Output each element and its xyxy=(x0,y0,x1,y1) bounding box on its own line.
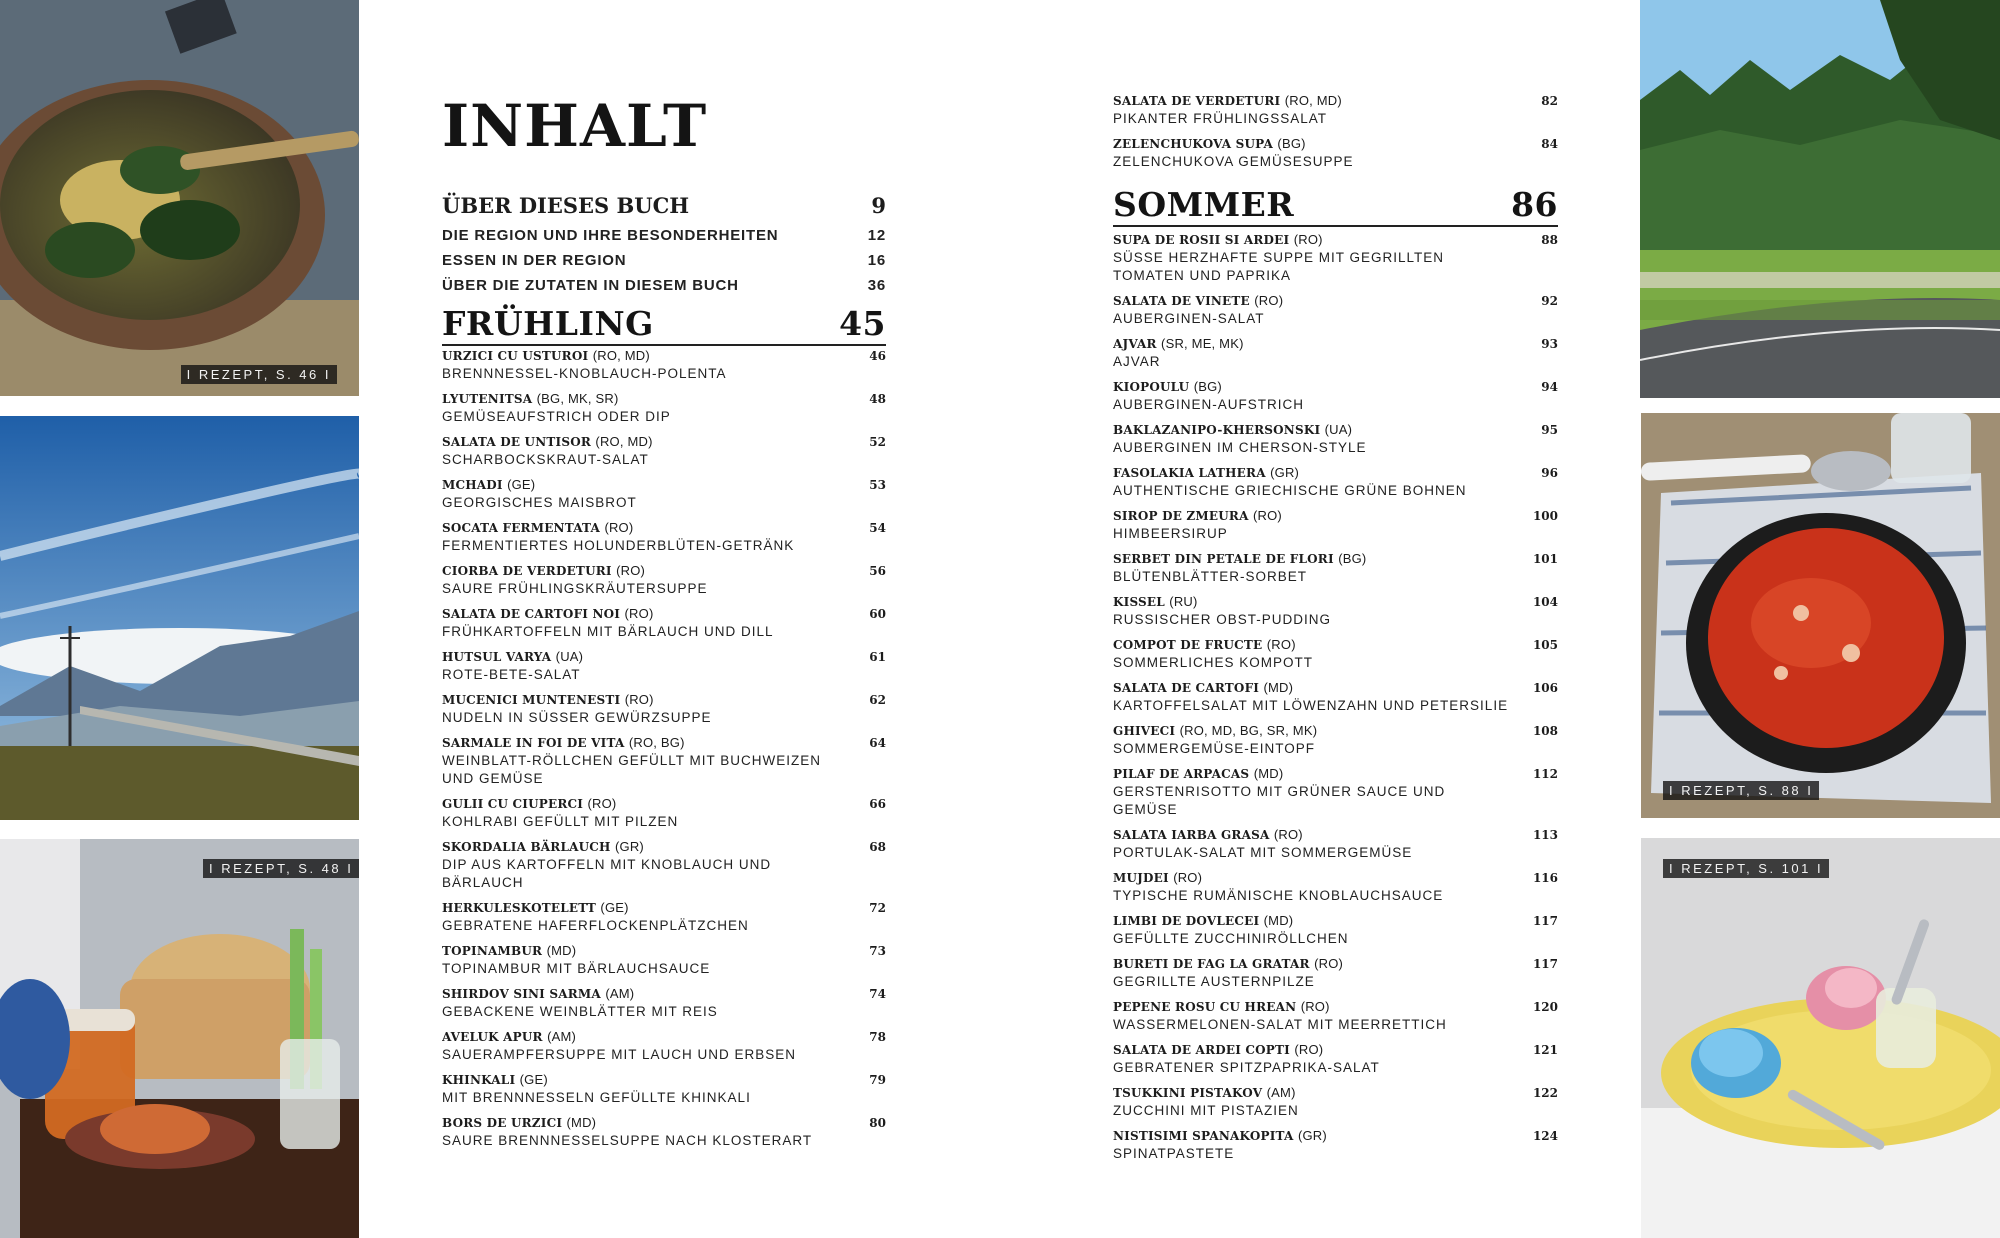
tomato-soup-bowl-photo xyxy=(1641,413,2000,818)
recipe-description: AUBERGINEN-SALAT xyxy=(1113,311,1265,326)
recipe-entry[interactable] xyxy=(442,1071,886,1107)
recipe-region: (RO, MD) xyxy=(595,434,653,449)
recipe-text xyxy=(1113,1041,1513,1077)
recipe-name: KISSEL (RU) xyxy=(1113,594,1198,609)
recipe-region: (MD) xyxy=(546,943,577,958)
recipe-description: PIKANTER FRÜHLINGSSALAT xyxy=(1113,111,1328,126)
recipe-entry[interactable] xyxy=(442,519,886,555)
recipe-page: 113 xyxy=(1532,828,1558,842)
recipe-name: AJVAR (SR, ME, MK) xyxy=(1113,336,1244,351)
recipe-entry[interactable] xyxy=(1113,912,1558,948)
recipe-name: URZICI CU USTUROI (RO, MD) xyxy=(442,348,650,363)
recipe-caption: I REZEPT, S. 101 I xyxy=(1663,859,1829,878)
spring-section xyxy=(442,304,886,1157)
recipe-name: SKORDALIA BÄRLAUCH (GR) xyxy=(442,839,644,854)
recipe-entry[interactable] xyxy=(1113,135,1558,171)
recipe-name: HERKULESKOTELETT (GE) xyxy=(442,900,629,915)
recipe-region: (RO, MD) xyxy=(592,348,650,363)
recipe-description: SCHARBOCKSKRAUT-SALAT xyxy=(442,452,649,467)
recipe-text xyxy=(1113,998,1513,1034)
recipe-page: 66 xyxy=(869,797,886,811)
recipe-region: (GE) xyxy=(519,1072,548,1087)
recipe-page: 92 xyxy=(1541,294,1558,308)
recipe-text xyxy=(442,795,842,831)
recipe-description: SOMMERGEMÜSE-EINTOPF xyxy=(1113,741,1316,756)
section-title: FRÜHLING xyxy=(442,304,654,343)
spinach-polenta-bowl-photo xyxy=(0,0,359,396)
recipe-name: CIORBA DE VERDETURI (RO) xyxy=(442,563,646,578)
recipe-name: AVELUK APUR (AM) xyxy=(442,1029,577,1044)
recipe-name: KHINKALI (GE) xyxy=(442,1072,548,1087)
recipe-text xyxy=(1113,722,1513,758)
road-meadow-sheep-photo xyxy=(1640,0,2000,398)
recipe-region: (GR) xyxy=(1297,1128,1327,1143)
recipe-name: SALATA IARBA GRASA (RO) xyxy=(1113,827,1303,842)
recipe-page: 53 xyxy=(869,478,886,492)
recipe-name: MUCENICI MUNTENESTI (RO) xyxy=(442,692,654,707)
recipe-text xyxy=(442,942,842,978)
recipe-page: 122 xyxy=(1532,1086,1558,1100)
recipe-page: 60 xyxy=(869,607,886,621)
recipe-page: 95 xyxy=(1541,423,1558,437)
recipe-name: TOPINAMBUR (MD) xyxy=(442,943,577,958)
recipe-entry[interactable] xyxy=(442,899,886,935)
recipe-entry[interactable] xyxy=(1113,1127,1558,1163)
recipe-region: (GR) xyxy=(1270,465,1300,480)
recipe-text xyxy=(1113,507,1513,543)
recipe-text xyxy=(442,390,842,426)
recipe-description: SÜSSE HERZHAFTE SUPPE MIT GEGRILLTEN TOMATEN UND PAPRIKA xyxy=(1113,250,1445,283)
recipe-list xyxy=(1113,92,1558,171)
recipe-text xyxy=(442,519,842,555)
recipe-description: MIT BRENNNESSELN GEFÜLLTE KHINKALI xyxy=(442,1090,751,1105)
recipe-description: AUBERGINEN-AUFSTRICH xyxy=(1113,397,1305,412)
recipe-entry[interactable] xyxy=(1113,765,1558,819)
recipe-region: (RU) xyxy=(1169,594,1198,609)
recipe-page: 124 xyxy=(1532,1129,1558,1143)
recipe-region: (RO, MD) xyxy=(1284,93,1342,108)
recipe-region: (BG) xyxy=(1277,136,1306,151)
recipe-text xyxy=(442,691,842,727)
recipe-description: SAURE BRENNNESSELSUPPE NACH KLOSTERART xyxy=(442,1133,813,1148)
recipe-description: SOMMERLICHES KOMPOTT xyxy=(1113,655,1314,670)
recipe-page: 54 xyxy=(869,521,886,535)
recipe-list xyxy=(1113,231,1558,1163)
recipe-description: KARTOFFELSALAT MIT LÖWENZAHN UND PETERSILIE xyxy=(1113,698,1509,713)
recipe-page: 82 xyxy=(1541,94,1558,108)
recipe-region: (GR) xyxy=(614,839,644,854)
recipe-caption: I REZEPT, S. 88 I xyxy=(1663,781,1819,800)
recipe-name: BAKLAZANIPO-KHERSONSKI (UA) xyxy=(1113,422,1353,437)
recipe-entry[interactable] xyxy=(442,1028,886,1064)
recipe-entry[interactable] xyxy=(1113,292,1558,328)
recipe-entry[interactable] xyxy=(1113,378,1558,414)
recipe-text xyxy=(442,1114,842,1150)
recipe-entry[interactable] xyxy=(1113,593,1558,629)
recipe-description: GEBRATENER SPITZPAPRIKA-SALAT xyxy=(1113,1060,1380,1075)
intro-item[interactable]: DIE REGION UND IHRE BESONDERHEITEN 12 xyxy=(442,227,886,244)
recipe-description: SPINATPASTETE xyxy=(1113,1146,1235,1161)
recipe-region: (AM) xyxy=(547,1029,577,1044)
recipe-name: LYUTENITSA (BG, MK, SR) xyxy=(442,391,619,406)
recipe-region: (RO) xyxy=(624,692,654,707)
recipe-name: PEPENE ROSU CU HREAN (RO) xyxy=(1113,999,1330,1014)
recipe-text xyxy=(442,985,842,1021)
recipe-entry[interactable] xyxy=(1113,421,1558,457)
recipe-name: ZELENCHUKOVA SUPA (BG) xyxy=(1113,136,1306,151)
recipe-name: SOCATA FERMENTATA (RO) xyxy=(442,520,634,535)
recipe-description: ZUCCHINI MIT PISTAZIEN xyxy=(1113,1103,1299,1118)
recipe-page: 48 xyxy=(869,392,886,406)
recipe-entry[interactable] xyxy=(442,795,886,831)
recipe-description: DIP AUS KARTOFFELN MIT KNOBLAUCH UND BÄRLAUCH xyxy=(442,857,772,890)
recipe-name: SALATA DE CARTOFI (MD) xyxy=(1113,680,1294,695)
recipe-region: (BG) xyxy=(1338,551,1367,566)
recipe-text xyxy=(1113,92,1513,128)
recipe-text xyxy=(1113,1127,1513,1163)
recipe-entry[interactable] xyxy=(442,347,886,383)
recipe-entry[interactable] xyxy=(1113,550,1558,586)
recipe-region: (BG) xyxy=(1193,379,1222,394)
recipe-region: (MD) xyxy=(1263,680,1294,695)
recipe-region: (AM) xyxy=(605,986,635,1001)
intro-heading-page: 9 xyxy=(871,193,886,218)
recipe-name: FASOLAKIA LATHERA (GR) xyxy=(1113,465,1300,480)
recipe-description: ZELENCHUKOVA GEMÜSESUPPE xyxy=(1113,154,1354,169)
recipe-entry[interactable] xyxy=(1113,722,1558,758)
recipe-description: GEBRATENE HAFERFLOCKENPLÄTZCHEN xyxy=(442,918,749,933)
vegetable-spread-jar-photo xyxy=(0,839,359,1238)
recipe-region: (RO) xyxy=(624,606,654,621)
intro-item[interactable]: ESSEN IN DER REGION 16 xyxy=(442,252,886,269)
recipe-entry[interactable] xyxy=(1113,955,1558,991)
recipe-page: 93 xyxy=(1541,337,1558,351)
recipe-text xyxy=(1113,135,1513,171)
recipe-text xyxy=(1113,826,1513,862)
recipe-description: GEBACKENE WEINBLÄTTER MIT REIS xyxy=(442,1004,718,1019)
recipe-text xyxy=(1113,231,1513,285)
recipe-description: RUSSISCHER OBST-PUDDING xyxy=(1113,612,1332,627)
recipe-text xyxy=(442,838,842,892)
recipe-region: (RO, MD, BG, SR, MK) xyxy=(1179,723,1318,738)
recipe-name: SALATA DE ARDEI COPTI (RO) xyxy=(1113,1042,1324,1057)
recipe-name: NISTISIMI SPANAKOPITA (GR) xyxy=(1113,1128,1327,1143)
recipe-region: (GE) xyxy=(507,477,536,492)
page-title: INHALT xyxy=(442,92,708,160)
recipe-page: 101 xyxy=(1532,552,1558,566)
recipe-name: BURETI DE FAG LA GRATAR (RO) xyxy=(1113,956,1344,971)
recipe-text xyxy=(1113,869,1513,905)
recipe-page: 84 xyxy=(1541,137,1558,151)
intro-item[interactable]: ÜBER DIE ZUTATEN IN DIESEM BUCH 36 xyxy=(442,277,886,294)
recipe-list xyxy=(442,347,886,1150)
recipe-description: SAURE FRÜHLINGSKRÄUTERSUPPE xyxy=(442,581,708,596)
section-heading-spring[interactable] xyxy=(442,304,886,346)
recipe-description: GERSTENRISOTTO MIT GRÜNER SAUCE UND GEMÜSE xyxy=(1113,784,1446,817)
recipe-entry[interactable] xyxy=(442,985,886,1021)
intro-heading-label: ÜBER DIESES BUCH xyxy=(442,193,690,218)
recipe-entry[interactable] xyxy=(442,734,886,788)
recipe-description: GEMÜSEAUFSTRICH ODER DIP xyxy=(442,409,671,424)
recipe-entry[interactable] xyxy=(1113,826,1558,862)
recipe-entry[interactable] xyxy=(1113,464,1558,500)
recipe-page: 68 xyxy=(869,840,886,854)
recipe-region: (MD) xyxy=(1263,913,1294,928)
recipe-page: 106 xyxy=(1532,681,1558,695)
recipe-region: (RO) xyxy=(587,796,617,811)
recipe-text xyxy=(442,605,842,641)
recipe-description: AUTHENTISCHE GRIECHISCHE GRÜNE BOHNEN xyxy=(1113,483,1467,498)
recipe-page: 79 xyxy=(869,1073,886,1087)
recipe-region: (RO, BG) xyxy=(628,735,685,750)
recipe-page: 120 xyxy=(1532,1000,1558,1014)
recipe-page: 72 xyxy=(869,901,886,915)
recipe-description: FRÜHKARTOFFELN MIT BÄRLAUCH UND DILL xyxy=(442,624,774,639)
recipe-page: 108 xyxy=(1532,724,1558,738)
recipe-name: LIMBI DE DOVLECEI (MD) xyxy=(1113,913,1294,928)
recipe-text xyxy=(1113,955,1513,991)
recipe-name: GULII CU CIUPERCI (RO) xyxy=(442,796,617,811)
recipe-text xyxy=(1113,593,1513,629)
recipe-text xyxy=(442,433,842,469)
recipe-region: (RO) xyxy=(1173,870,1203,885)
recipe-description: WASSERMELONEN-SALAT MIT MEERRETTICH xyxy=(1113,1017,1447,1032)
recipe-entry[interactable] xyxy=(442,433,886,469)
recipe-description: NUDELN IN SÜSSER GEWÜRZSUPPE xyxy=(442,710,712,725)
recipe-description: GEGRILLTE AUSTERNPILZE xyxy=(1113,974,1315,989)
recipe-entry[interactable] xyxy=(442,390,886,426)
recipe-entry[interactable] xyxy=(1113,231,1558,285)
recipe-region: (RO) xyxy=(1273,827,1303,842)
recipe-name: SALATA DE UNTISOR (RO, MD) xyxy=(442,434,653,449)
recipe-description: PORTULAK-SALAT MIT SOMMERGEMÜSE xyxy=(1113,845,1413,860)
recipe-text xyxy=(1113,636,1513,672)
recipe-region: (MD) xyxy=(566,1115,597,1130)
recipe-page: 104 xyxy=(1532,595,1558,609)
recipe-region: (RO) xyxy=(1314,956,1344,971)
recipe-name: TSUKKINI PISTAKOV (AM) xyxy=(1113,1085,1296,1100)
recipe-caption: I REZEPT, S. 48 I xyxy=(203,859,359,878)
recipe-name: COMPOT DE FRUCTE (RO) xyxy=(1113,637,1296,652)
recipe-page: 56 xyxy=(869,564,886,578)
recipe-region: (RO) xyxy=(1294,1042,1324,1057)
recipe-region: (RO) xyxy=(604,520,634,535)
recipe-text xyxy=(1113,421,1513,457)
recipe-region: (RO) xyxy=(1252,508,1282,523)
recipe-page: 100 xyxy=(1532,509,1558,523)
recipe-page: 88 xyxy=(1541,233,1558,247)
recipe-page: 105 xyxy=(1532,638,1558,652)
recipe-text xyxy=(442,476,842,512)
recipe-text xyxy=(1113,464,1513,500)
recipe-text xyxy=(442,899,842,935)
recipe-region: (RO) xyxy=(1266,637,1296,652)
right-column xyxy=(1113,92,1558,1170)
recipe-entry[interactable] xyxy=(442,562,886,598)
recipe-region: (RO) xyxy=(616,563,646,578)
recipe-page: 80 xyxy=(869,1116,886,1130)
recipe-region: (MD) xyxy=(1253,766,1284,781)
recipe-name: SALATA DE VINETE (RO) xyxy=(1113,293,1284,308)
recipe-text xyxy=(442,648,842,684)
recipe-region: (RO) xyxy=(1254,293,1284,308)
intro-section xyxy=(442,193,886,298)
recipe-text xyxy=(442,347,842,383)
recipe-page: 94 xyxy=(1541,380,1558,394)
recipe-region: (UA) xyxy=(555,649,584,664)
recipe-page: 61 xyxy=(869,650,886,664)
recipe-name: SALATA DE CARTOFI NOI (RO) xyxy=(442,606,654,621)
recipe-name: SUPA DE ROSII SI ARDEI (RO) xyxy=(1113,232,1323,247)
recipe-entry[interactable] xyxy=(1113,1084,1558,1120)
recipe-page: 117 xyxy=(1532,957,1558,971)
recipe-entry[interactable] xyxy=(442,691,886,727)
recipe-text xyxy=(1113,765,1513,819)
recipe-text xyxy=(1113,1084,1513,1120)
recipe-description: GEORGISCHES MAISBROT xyxy=(442,495,637,510)
mountain-landscape-photo xyxy=(0,416,359,820)
recipe-entry[interactable] xyxy=(1113,998,1558,1034)
recipe-entry[interactable] xyxy=(442,476,886,512)
recipe-text xyxy=(1113,292,1513,328)
recipe-caption: I REZEPT, S. 46 I xyxy=(181,365,337,384)
recipe-page: 96 xyxy=(1541,466,1558,480)
recipe-page: 116 xyxy=(1532,871,1558,885)
recipe-page: 112 xyxy=(1532,767,1558,781)
recipe-entry[interactable] xyxy=(442,648,886,684)
recipe-region: (AM) xyxy=(1266,1085,1296,1100)
recipe-name: SIROP DE ZMEURA (RO) xyxy=(1113,508,1282,523)
recipe-name: MCHADI (GE) xyxy=(442,477,536,492)
intro-heading[interactable] xyxy=(442,193,886,223)
recipe-entry[interactable] xyxy=(442,605,886,641)
recipe-page: 52 xyxy=(869,435,886,449)
recipe-page: 117 xyxy=(1532,914,1558,928)
recipe-description: HIMBEERSIRUP xyxy=(1113,526,1228,541)
recipe-entry[interactable] xyxy=(442,838,886,892)
recipe-page: 121 xyxy=(1532,1043,1558,1057)
recipe-entry[interactable] xyxy=(442,942,886,978)
section-page: 45 xyxy=(839,304,886,343)
recipe-name: SARMALE IN FOI DE VITA (RO, BG) xyxy=(442,735,685,750)
recipe-name: BORS DE URZICI (MD) xyxy=(442,1115,597,1130)
recipe-description: SAUERAMPFERSUPPE MIT LAUCH UND ERBSEN xyxy=(442,1047,797,1062)
recipe-page: 64 xyxy=(869,736,886,750)
recipe-region: (RO) xyxy=(1293,232,1323,247)
recipe-entry[interactable] xyxy=(1113,869,1558,905)
flower-sorbet-plate-photo xyxy=(1641,838,2000,1238)
recipe-page: 73 xyxy=(869,944,886,958)
recipe-region: (SR, ME, MK) xyxy=(1161,336,1244,351)
recipe-text xyxy=(442,1071,842,1107)
recipe-text xyxy=(1113,378,1513,414)
recipe-page: 78 xyxy=(869,1030,886,1044)
recipe-description: GEFÜLLTE ZUCCHINIRÖLLCHEN xyxy=(1113,931,1349,946)
recipe-description: AJVAR xyxy=(1113,354,1161,369)
recipe-region: (GE) xyxy=(600,900,629,915)
recipe-region: (BG, MK, SR) xyxy=(536,391,619,406)
recipe-text xyxy=(1113,912,1513,948)
recipe-name: SALATA DE VERDETURI (RO, MD) xyxy=(1113,93,1342,108)
recipe-text xyxy=(1113,550,1513,586)
recipe-page: 74 xyxy=(869,987,886,1001)
recipe-description: TYPISCHE RUMÄNISCHE KNOBLAUCHSAUCE xyxy=(1113,888,1444,903)
recipe-page: 46 xyxy=(869,349,886,363)
section-heading-summer[interactable] xyxy=(1113,185,1558,227)
recipe-name: SHIRDOV SINI SARMA (AM) xyxy=(442,986,635,1001)
recipe-entry[interactable] xyxy=(1113,1041,1558,1077)
recipe-text xyxy=(1113,335,1513,371)
recipe-entry[interactable] xyxy=(1113,92,1558,128)
recipe-description: AUBERGINEN IM CHERSON-STYLE xyxy=(1113,440,1367,455)
recipe-description: FERMENTIERTES HOLUNDERBLÜTEN-GETRÄNK xyxy=(442,538,795,553)
recipe-description: WEINBLATT-RÖLLCHEN GEFÜLLT MIT BUCHWEIZEN UND GEMÜSE xyxy=(442,753,822,786)
recipe-entry[interactable] xyxy=(1113,507,1558,543)
recipe-text xyxy=(1113,679,1513,715)
recipe-text xyxy=(442,562,842,598)
recipe-name: SERBET DIN PETALE DE FLORI (BG) xyxy=(1113,551,1367,566)
recipe-page: 62 xyxy=(869,693,886,707)
recipe-description: BRENNNESSEL-KNOBLAUCH-POLENTA xyxy=(442,366,727,381)
section-page: 86 xyxy=(1511,185,1558,224)
recipe-description: ROTE-BETE-SALAT xyxy=(442,667,581,682)
recipe-entry[interactable] xyxy=(1113,636,1558,672)
recipe-text xyxy=(442,1028,842,1064)
recipe-entry[interactable] xyxy=(1113,335,1558,371)
recipe-name: KIOPOULU (BG) xyxy=(1113,379,1222,394)
recipe-name: PILAF DE ARPACAS (MD) xyxy=(1113,766,1284,781)
recipe-description: KOHLRABI GEFÜLLT MIT PILZEN xyxy=(442,814,679,829)
recipe-text xyxy=(442,734,842,788)
recipe-name: HUTSUL VARYA (UA) xyxy=(442,649,584,664)
recipe-entry[interactable] xyxy=(1113,679,1558,715)
recipe-region: (UA) xyxy=(1324,422,1353,437)
recipe-name: GHIVECI (RO, MD, BG, SR, MK) xyxy=(1113,723,1318,738)
section-title: SOMMER xyxy=(1113,185,1295,224)
recipe-description: TOPINAMBUR MIT BÄRLAUCHSAUCE xyxy=(442,961,711,976)
recipe-name: MUJDEI (RO) xyxy=(1113,870,1203,885)
recipe-region: (RO) xyxy=(1300,999,1330,1014)
recipe-description: BLÜTENBLÄTTER-SORBET xyxy=(1113,569,1308,584)
recipe-entry[interactable] xyxy=(442,1114,886,1150)
